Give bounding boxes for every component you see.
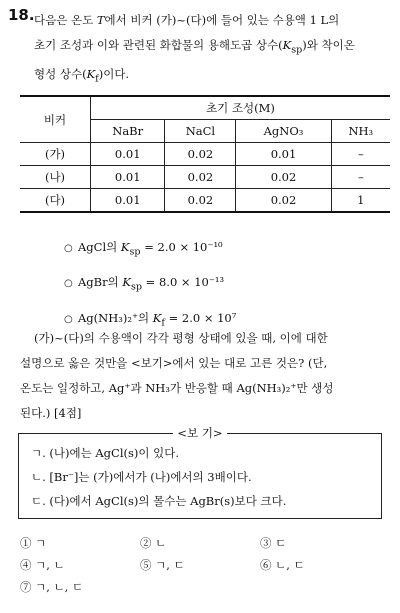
stem-text: 형성 상수(: [34, 67, 87, 82]
table-header-row: [20, 96, 390, 120]
table-cell: 0.02: [165, 143, 236, 166]
table-cell: 0.02: [236, 189, 331, 213]
table-cell: –: [331, 166, 390, 189]
prompt-line: 설명으로 옳은 것만을 <보기>에서 있는 대로 고른 것은? (단,: [20, 356, 328, 370]
composition-table: [20, 95, 390, 213]
column-header: NaCl: [165, 120, 236, 143]
constant-symbol: K: [152, 310, 162, 325]
prompt-line: 된다.) [4점]: [20, 406, 82, 420]
table-row: [20, 143, 390, 166]
table-corner-header: 비커: [20, 96, 91, 143]
table-cell: 0.01: [91, 189, 165, 213]
choice-1[interactable]: ① ㄱ: [20, 536, 47, 550]
choice-row: [20, 554, 390, 576]
answer-choices: [20, 532, 390, 598]
stem-line-3: [34, 62, 390, 91]
constant-subscript: sp: [130, 281, 143, 293]
constant-subscript: f: [161, 316, 165, 328]
bogi-title: [19, 425, 381, 441]
choice-3[interactable]: ③ ㄷ: [260, 536, 287, 550]
table-cell: 0.02: [165, 166, 236, 189]
row-label: (다): [20, 189, 91, 213]
choice-6[interactable]: ⑥ ㄴ, ㄷ: [260, 558, 305, 572]
bogi-box: [18, 426, 382, 519]
prompt-line: 온도는 일정하고, Ag⁺과 NH₃가 반응할 때 Ag(NH₃)₂⁺만 생성: [20, 381, 334, 395]
constant-item: [64, 267, 236, 302]
choice-7[interactable]: ⑦ ㄱ, ㄴ, ㄷ: [20, 580, 84, 594]
column-header: NaBr: [91, 120, 165, 143]
stem-line-1: [34, 8, 390, 33]
constant-symbol: K: [120, 240, 130, 254]
table-cell: –: [331, 143, 390, 166]
stem-line-2: [34, 33, 390, 62]
choice-4[interactable]: ④ ㄱ, ㄴ: [20, 558, 65, 572]
table-cell: 0.01: [91, 143, 165, 166]
constant-symbol: K: [122, 275, 131, 290]
constant-value: = 8.0 × 10⁻¹³: [142, 275, 225, 290]
column-header: NH₃: [331, 120, 390, 143]
question-prompt: [20, 326, 392, 426]
stem-text: )와 착이온: [302, 38, 355, 52]
column-header: AgNO₃: [236, 120, 331, 143]
question-stem: [34, 8, 390, 92]
table-cell: 0.01: [91, 166, 165, 189]
stem-text: 다음은 온도: [34, 13, 97, 27]
bogi-item: ㄴ. [Br⁻]는 (가)에서가 (나)에서의 3배이다.: [31, 470, 252, 484]
kf-symbol: K: [86, 67, 96, 82]
choice-2[interactable]: ② ㄴ: [140, 536, 167, 550]
stem-text: 에서 비커 (가)~(다)에 들어 있는 수용액 1 L의: [104, 13, 340, 27]
constant-item: [64, 232, 236, 267]
bogi-items: [31, 441, 286, 513]
choice-row: [20, 532, 390, 554]
constant-species: AgCl의: [78, 240, 121, 254]
ksp-subscript: sp: [291, 44, 303, 56]
bogi-item: ㄱ. (나)에는 AgCl(s)이 있다.: [31, 446, 180, 460]
row-label: (나): [20, 166, 91, 189]
constant-value: = 2.0 × 10⁻¹⁰: [140, 240, 223, 254]
choice-5[interactable]: ⑤ ㄱ, ㄷ: [140, 558, 185, 572]
table-cell: 0.02: [236, 166, 331, 189]
constants-list: [64, 232, 236, 338]
kf-subscript: f: [95, 73, 99, 85]
choice-row: [20, 576, 390, 598]
table-cell: 0.01: [236, 143, 331, 166]
constant-species: Ag(NH₃)₂⁺의: [78, 310, 153, 325]
constant-subscript: sp: [129, 246, 141, 258]
question-number: 18.: [8, 6, 35, 24]
table-group-header: 초기 조성(M): [91, 96, 391, 120]
constant-value: = 2.0 × 10⁷: [164, 310, 237, 325]
table-cell: 1: [331, 189, 390, 213]
bogi-title-text: <보 기>: [173, 426, 226, 440]
table-row: [20, 166, 390, 189]
circle-bullet-icon: ○: [64, 313, 73, 325]
bogi-item: ㄷ. (다)에서 AgCl(s)의 몰수는 AgBr(s)보다 크다.: [31, 494, 287, 508]
stem-text: 초기 조성과 이와 관련된 화합물의 용해도곱 상수(: [34, 38, 283, 52]
circle-bullet-icon: ○: [64, 278, 73, 290]
ksp-symbol: K: [282, 38, 292, 52]
constant-species: AgBr의: [78, 275, 123, 290]
table-row: [20, 189, 390, 213]
circle-bullet-icon: ○: [64, 243, 73, 254]
table-cell: 0.02: [165, 189, 236, 213]
stem-text: )이다.: [98, 67, 130, 82]
temperature-symbol: T: [96, 13, 105, 27]
row-label: (가): [20, 143, 91, 166]
prompt-line: (가)~(다)의 수용액이 각각 평형 상태에 있을 때, 이에 대한: [34, 331, 328, 345]
